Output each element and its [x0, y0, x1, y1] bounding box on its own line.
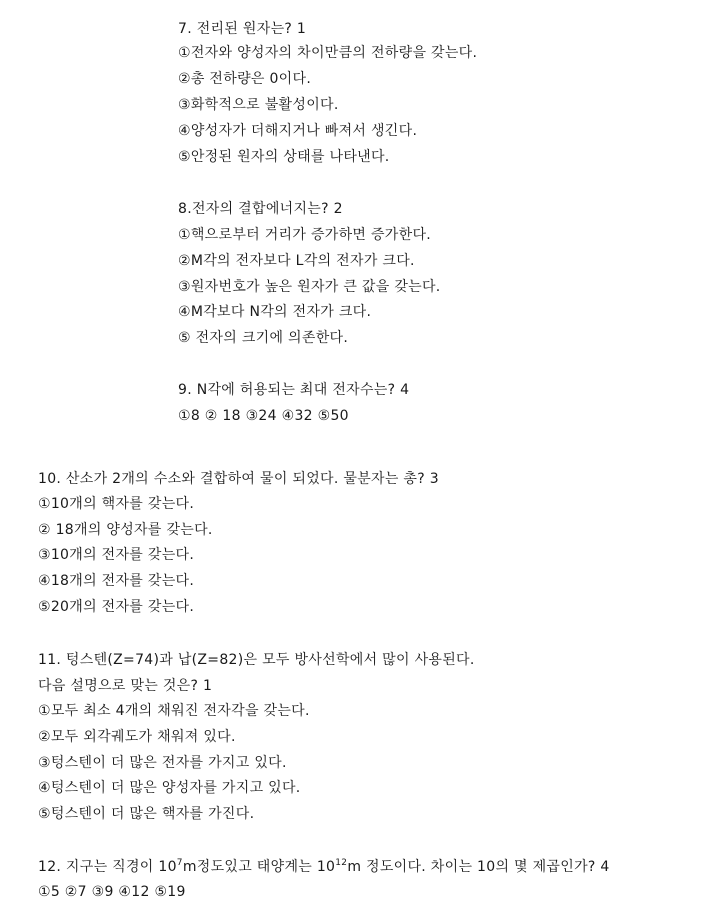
question-10-option-1: ①10개의 핵자를 갖는다.	[38, 496, 195, 512]
question-10-option-4: ④18개의 전자를 갖는다.	[38, 573, 195, 589]
question-11-option-2: ②모두 외각궤도가 채워져 있다.	[38, 729, 236, 745]
question-8-option-1: ①핵으로부터 거리가 증가하면 증가한다.	[178, 227, 432, 243]
question-10: 10. 산소가 2개의 수소와 결합하여 물이 되었다. 물분자는 총? 3	[38, 471, 439, 487]
question-12-exponent-1: 7	[176, 858, 183, 868]
question-11-option-4: ④텅스텐이 더 많은 양성자를 가지고 있다.	[38, 780, 301, 796]
question-11-subquestion: 다음 설명으로 맞는 것은? 1	[38, 678, 213, 694]
question-12-part-3: m 정도이다. 차이는 10의 몇 제곱인가? 4	[347, 859, 610, 875]
question-7-option-2: ②총 전하량은 0이다.	[178, 71, 312, 87]
question-7-option-1: ①전자와 양성자의 차이만큼의 전하량을 갖는다.	[178, 45, 478, 61]
question-11-option-3: ③텅스텐이 더 많은 전자를 가지고 있다.	[38, 755, 287, 771]
question-9: 9. N각에 허용되는 최대 전자수는? 4	[178, 382, 410, 398]
question-9-options: ①8 ② 18 ③24 ④32 ⑤50	[178, 408, 349, 424]
question-12-exponent-2: 12	[335, 858, 348, 868]
question-7-option-5: ⑤안정된 원자의 상태를 나타낸다.	[178, 149, 390, 165]
question-12	[38, 858, 610, 876]
question-7-option-3: ③화학적으로 불활성이다.	[178, 97, 339, 113]
question-11: 11. 텅스텐(Z=74)과 납(Z=82)은 모두 방사선학에서 많이 사용된다.	[38, 652, 475, 668]
question-11-option-1: ①모두 최소 4개의 채워진 전자각을 갖는다.	[38, 703, 310, 719]
question-12-part-1: 12. 지구는 직경이 10	[38, 859, 177, 875]
question-8-option-5: ⑤ 전자의 크기에 의존한다.	[178, 330, 349, 346]
question-7-option-4: ④양성자가 더해지거나 빠져서 생긴다.	[178, 123, 418, 139]
question-8-option-2: ②M각의 전자보다 L각의 전자가 크다.	[178, 253, 415, 269]
question-10-option-5: ⑤20개의 전자를 갖는다.	[38, 599, 195, 615]
question-8-option-4: ④M각보다 N각의 전자가 크다.	[178, 304, 372, 320]
question-8-option-3: ③원자번호가 높은 원자가 큰 값을 갖는다.	[178, 279, 441, 295]
question-11-option-5: ⑤텅스텐이 더 많은 핵자를 가진다.	[38, 806, 255, 822]
question-10-option-3: ③10개의 전자를 갖는다.	[38, 547, 195, 563]
question-10-option-2: ② 18개의 양성자를 갖는다.	[38, 522, 213, 538]
question-12-part-2: m정도있고 태양계는 10	[182, 859, 336, 875]
question-8: 8.전자의 결합에너지는? 2	[178, 201, 343, 217]
question-12-options: ①5 ②7 ③9 ④12 ⑤19	[38, 884, 186, 900]
question-7: 7. 전리된 원자는? 1	[178, 21, 307, 37]
